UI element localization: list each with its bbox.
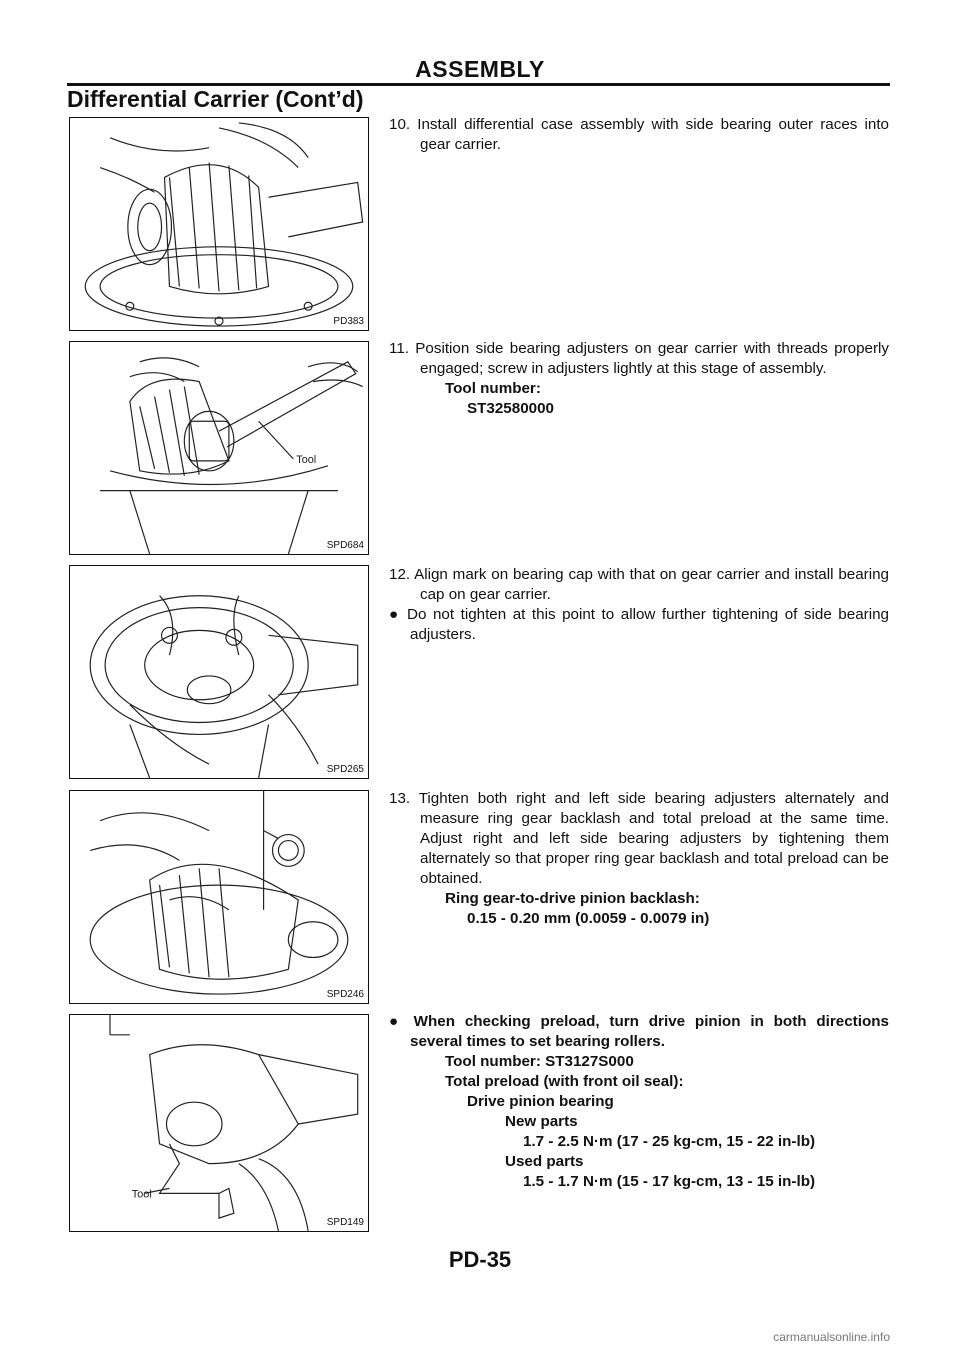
drive-pinion-bearing-label: Drive pinion bearing — [467, 1093, 614, 1110]
section-subtitle: Differential Carrier (Cont’d) — [67, 86, 364, 112]
section-title: ASSEMBLY — [415, 56, 545, 82]
used-parts-value: 1.5 - 1.7 N·m (15 - 17 kg-cm, 13 - 15 in-lb) — [523, 1173, 816, 1190]
new-parts-label: New parts — [505, 1113, 578, 1130]
figure-spd265 — [69, 565, 369, 779]
step-text: 13. Tighten both right and left side bearing adjusters alternately and measure ring gear backlash and total preload at the same time. Adjust right and left side bearing adjusters by tightening them alternately so that proper ring gear backlash and total preload can be obtained. — [389, 790, 889, 887]
preload-check-illustration — [70, 1015, 368, 1231]
step-10 — [389, 115, 889, 155]
page-number: PD-35 — [448, 1247, 512, 1272]
figure-code: PD383 — [333, 316, 364, 327]
figure-code: SPD265 — [326, 764, 364, 775]
tool-number-value: ST32580000 — [467, 400, 554, 417]
backlash-measurement-illustration — [70, 791, 368, 1003]
tool-label: Tool — [296, 453, 317, 466]
figure-spd149 — [69, 1014, 369, 1232]
total-preload-label: Total preload (with front oil seal): — [445, 1073, 684, 1090]
spec-value: 0.15 - 0.20 mm (0.0059 - 0.0079 in) — [467, 910, 710, 927]
bearing-cap-illustration — [70, 566, 368, 778]
step-11 — [389, 339, 889, 419]
tool-label: Tool — [131, 1188, 152, 1201]
step-text: 12. Align mark on bearing cap with that on gear carrier and install bearing cap on gear carrier. — [389, 566, 889, 603]
bullet-item — [389, 1012, 889, 1052]
bullet-text: Do not tighten at this point to allow further tightening of side bearing adjusters. — [407, 606, 889, 643]
used-parts-label: Used parts — [505, 1153, 584, 1170]
step-13 — [389, 789, 889, 929]
tool-number-label: Tool number: — [445, 380, 541, 397]
figure-pd383 — [69, 117, 369, 331]
preload-check — [389, 1012, 889, 1192]
figure-code: SPD149 — [326, 1217, 364, 1228]
tool-number: Tool number: ST3127S000 — [445, 1053, 634, 1070]
bullet-text: When checking preload, turn drive pinion in both directions several times to set bearing rollers. — [410, 1013, 889, 1050]
bullet-icon: ● — [389, 606, 401, 623]
figure-code: SPD684 — [326, 540, 364, 551]
bullet-item — [389, 605, 889, 645]
step-text: 11. Position side bearing adjusters on gear carrier with threads properly engaged; screw in adjusters lightly at this stage of assembly. — [389, 340, 889, 377]
step-text: 10. Install differential case assembly with side bearing outer races into gear carrier. — [389, 116, 889, 153]
bullet-icon: ● — [389, 1013, 404, 1030]
figure-spd684 — [69, 341, 369, 555]
new-parts-value: 1.7 - 2.5 N·m (17 - 25 kg-cm, 15 - 22 in-lb) — [523, 1133, 816, 1150]
differential-case-illustration — [70, 118, 368, 330]
spec-label: Ring gear-to-drive pinion backlash: — [445, 890, 700, 907]
figure-spd246 — [69, 790, 369, 1004]
figure-code: SPD246 — [326, 989, 364, 1000]
step-12 — [389, 565, 889, 645]
watermark: carmanualsonline.info — [773, 1330, 890, 1344]
side-bearing-adjuster-illustration — [70, 342, 368, 554]
